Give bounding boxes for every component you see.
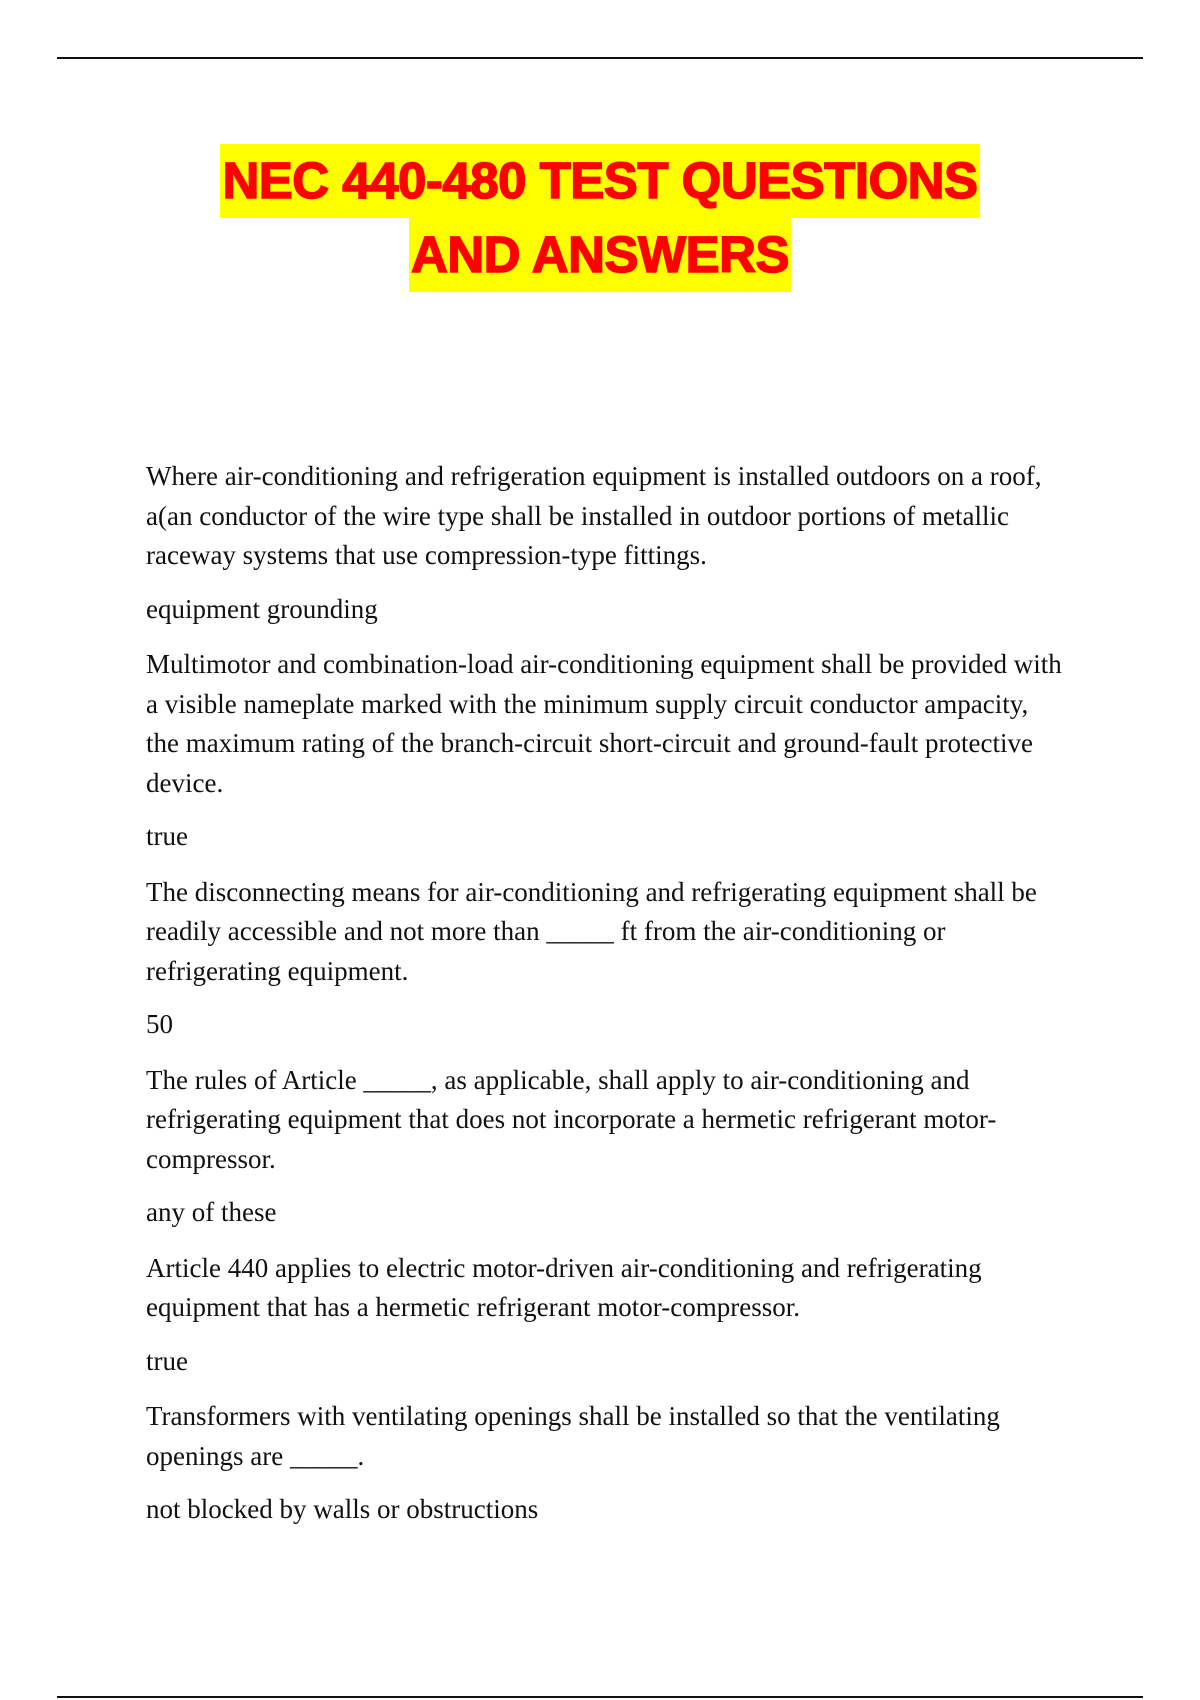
- question-text: Multimotor and combination-load air-conditioning equipment shall be provided with a visible nameplate marked with the minimum supply circuit conductor ampacity, the maximum rating of the branch-circuit short-circuit and ground-fault protective device.: [146, 649, 1062, 798]
- question-text: Article 440 applies to electric motor-driven air-conditioning and refrigerating equipment that has a hermetic refrigerant motor-compressor.: [146, 1252, 982, 1322]
- answer-text: equipment grounding: [146, 593, 378, 624]
- answer-text: 50: [146, 1009, 173, 1039]
- qa-item: [146, 873, 1066, 1045]
- qa-item: [146, 1061, 1066, 1233]
- answer-text: any of these: [146, 1197, 277, 1227]
- question-text: The disconnecting means for air-conditioning and refrigerating equipment shall be readily accessible and not more than _____ ft from the air-conditioning or refrigerating equipment.: [146, 876, 1037, 986]
- title-line-1: NEC 440-480 TEST QUESTIONS: [220, 144, 979, 218]
- qa-item: [146, 1397, 1066, 1530]
- qa-item: [146, 645, 1066, 857]
- answer-text: true: [146, 1345, 188, 1376]
- answer-text: true: [146, 821, 188, 851]
- qa-item: [146, 457, 1066, 629]
- question-text: The rules of Article _____, as applicable, shall apply to air-conditioning and refrigerating equipment that does not incorporate a hermetic refrigerant motor-compressor.: [146, 1064, 997, 1174]
- qa-list: [146, 457, 1066, 1546]
- question-text: Transformers with ventilating openings shall be installed so that the ventilating openings are _____.: [146, 1401, 1000, 1471]
- top-rule: [57, 57, 1143, 59]
- bottom-rule: [57, 1696, 1143, 1698]
- answer-text: not blocked by walls or obstructions: [146, 1494, 539, 1524]
- title-line-2: AND ANSWERS: [409, 218, 791, 292]
- qa-item: [146, 1249, 1066, 1382]
- document-title: [0, 144, 1200, 292]
- question-text: Where air-conditioning and refrigeration equipment is installed outdoors on a roof, a(an conductor of the wire type shall be installed in outdoor portions of metallic raceway systems that use compression-type fittings.: [146, 461, 1042, 570]
